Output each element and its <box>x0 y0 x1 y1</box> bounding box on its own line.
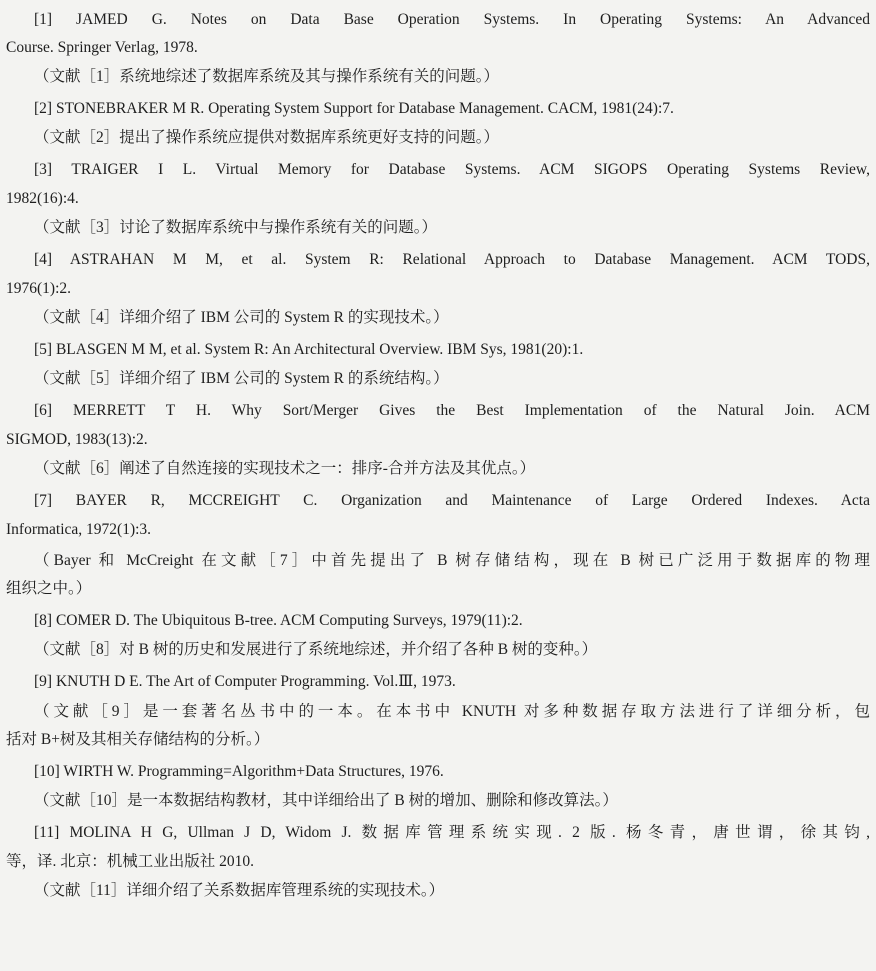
reference-7-note-line-1: （Bayer 和 McCreight 在文献［7］中首先提出了 B 树存储结构，现在 B 树已广泛用于数据库的物理 <box>34 552 870 569</box>
reference-1-line-2: Course. Springer Verlag, 1978. <box>6 39 198 56</box>
reference-10-note: （文献［10］是一本数据结构教材，其中详细给出了 B 树的增加、删除和修改算法。） <box>34 792 618 809</box>
reference-2-note: （文献［2］提出了操作系统应提供对数据库系统更好支持的问题。） <box>34 129 500 146</box>
reference-9-note-line-2: 括对 B+树及其相关存储结构的分析。） <box>6 731 270 748</box>
reference-3-note: （文献［3］讨论了数据库系统中与操作系统有关的问题。） <box>34 219 438 236</box>
reference-9-note-line-1: （文献［9］是一套著名丛书中的一本。在本书中 KNUTH 对多种数据存取方法进行了详细分析，包 <box>34 703 870 720</box>
reference-1-note: （文献［1］系统地综述了数据库系统及其与操作系统有关的问题。） <box>34 68 500 85</box>
reference-9-line-1: [9] KNUTH D E. The Art of Computer Programming. Vol.Ⅲ, 1973. <box>34 673 456 690</box>
reference-6-line-1: [6] MERRETT T H. Why Sort/Merger Gives the Best Implementation of the Natural Join. ACM <box>34 402 870 419</box>
reference-6-note: （文献［6］阐述了自然连接的实现技术之一：排序-合并方法及其优点。） <box>34 460 536 477</box>
reference-11-note: （文献［11］详细介绍了关系数据库管理系统的实现技术。） <box>34 882 445 899</box>
reference-3-line-2: 1982(16):4. <box>6 190 79 207</box>
reference-10-line-1: [10] WIRTH W. Programming=Algorithm+Data Structures, 1976. <box>34 763 444 780</box>
reference-3-line-1: [3] TRAIGER I L. Virtual Memory for Database Systems. ACM SIGOPS Operating Systems Review, <box>34 161 870 178</box>
reference-6-line-2: SIGMOD, 1983(13):2. <box>6 431 148 448</box>
reference-8-line-1: [8] COMER D. The Ubiquitous B-tree. ACM Computing Surveys, 1979(11):2. <box>34 612 523 629</box>
reference-1-line-1: [1] JAMED G. Notes on Data Base Operation Systems. In Operating Systems: An Advanced <box>34 11 870 28</box>
reference-5-note: （文献［5］详细介绍了 IBM 公司的 System R 的系统结构。） <box>34 370 449 387</box>
reference-7-line-1: [7] BAYER R, MCCREIGHT C. Organization and Maintenance of Large Ordered Indexes. Acta <box>34 492 870 509</box>
reference-7-line-2: Informatica, 1972(1):3. <box>6 521 152 538</box>
reference-8-note: （文献［8］对 B 树的历史和发展进行了系统地综述，并介绍了各种 B 树的变种。） <box>34 641 598 658</box>
reference-4-line-1: [4] ASTRAHAN M M, et al. System R: Relational Approach to Database Management. ACM TODS, <box>34 251 870 268</box>
reference-2-line-1: [2] STONEBRAKER M R. Operating System Support for Database Management. CACM, 1981(24):7. <box>34 100 674 117</box>
reference-4-line-2: 1976(1):2. <box>6 280 72 297</box>
reference-11-line-1: [11] MOLINA H G, Ullman J D, Widom J. 数据库管理系统实现. 2 版. 杨冬青，唐世谓，徐其钧, <box>34 824 870 841</box>
reference-4-note: （文献［4］详细介绍了 IBM 公司的 System R 的实现技术。） <box>34 309 449 326</box>
reference-11-line-2: 等，译. 北京：机械工业出版社 2010. <box>6 853 255 870</box>
reference-7-note-line-2: 组织之中。） <box>6 580 92 597</box>
reference-5-line-1: [5] BLASGEN M M, et al. System R: An Architectural Overview. IBM Sys, 1981(20):1. <box>34 341 584 358</box>
